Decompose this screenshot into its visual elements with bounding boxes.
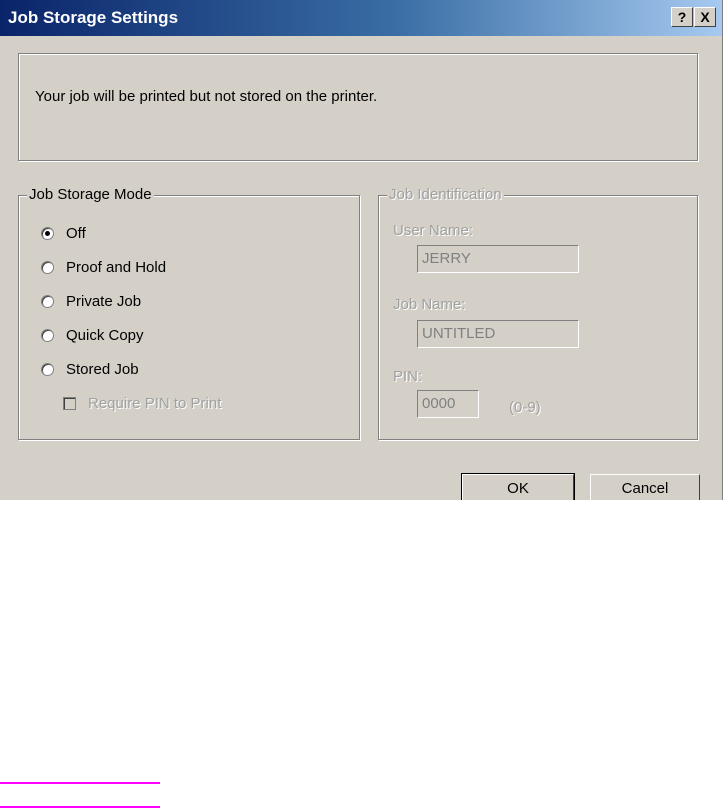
footer-rule bbox=[0, 782, 160, 784]
radio-button-icon[interactable] bbox=[41, 295, 54, 308]
ok-button[interactable]: OK bbox=[462, 474, 574, 500]
require-pin-checkbox bbox=[63, 397, 76, 410]
radio-button-icon[interactable] bbox=[41, 329, 54, 342]
radio-quick-copy[interactable] bbox=[41, 325, 144, 345]
require-pin-label: Require PIN to Print bbox=[88, 395, 222, 412]
radio-label-proof-and-hold[interactable]: Proof and Hold bbox=[66, 258, 167, 276]
job-identification-legend: Job Identification bbox=[389, 186, 502, 203]
window-title: Job Storage Settings bbox=[8, 8, 179, 27]
title-bar[interactable] bbox=[0, 0, 723, 36]
footer-rule bbox=[0, 806, 160, 808]
radio-label-off[interactable]: Off bbox=[66, 224, 86, 242]
radio-stored-job[interactable] bbox=[41, 359, 139, 379]
help-button[interactable]: ? bbox=[671, 7, 693, 27]
pin-hint: (0-9) bbox=[509, 399, 541, 416]
radio-proof-and-hold[interactable] bbox=[41, 257, 166, 277]
close-button[interactable]: X bbox=[694, 7, 716, 27]
user-name-field: JERRY bbox=[417, 245, 579, 273]
radio-label-stored-job[interactable]: Stored Job bbox=[66, 360, 139, 378]
require-pin-checkbox-row bbox=[63, 395, 221, 412]
status-message-box bbox=[18, 53, 698, 161]
pin-label: PIN: bbox=[393, 368, 423, 385]
cancel-button[interactable]: Cancel bbox=[590, 474, 700, 500]
radio-button-icon[interactable] bbox=[41, 363, 54, 376]
job-storage-mode-group bbox=[18, 186, 360, 440]
radio-label-quick-copy[interactable]: Quick Copy bbox=[66, 326, 144, 344]
job-name-field: UNTITLED bbox=[417, 320, 579, 348]
user-name-label: User Name: bbox=[393, 222, 474, 239]
status-message: Your job will be printed but not stored on the printer. bbox=[35, 88, 378, 105]
job-storage-mode-legend: Job Storage Mode bbox=[29, 186, 152, 203]
radio-label-private-job[interactable]: Private Job bbox=[66, 292, 142, 310]
radio-off[interactable] bbox=[41, 223, 86, 243]
radio-private-job[interactable] bbox=[41, 291, 141, 311]
radio-button-icon[interactable] bbox=[41, 261, 54, 274]
job-name-label: Job Name: bbox=[393, 296, 466, 313]
job-identification-group bbox=[378, 186, 698, 440]
pin-field: 0000 bbox=[417, 390, 479, 418]
radio-button-icon[interactable] bbox=[41, 227, 54, 240]
